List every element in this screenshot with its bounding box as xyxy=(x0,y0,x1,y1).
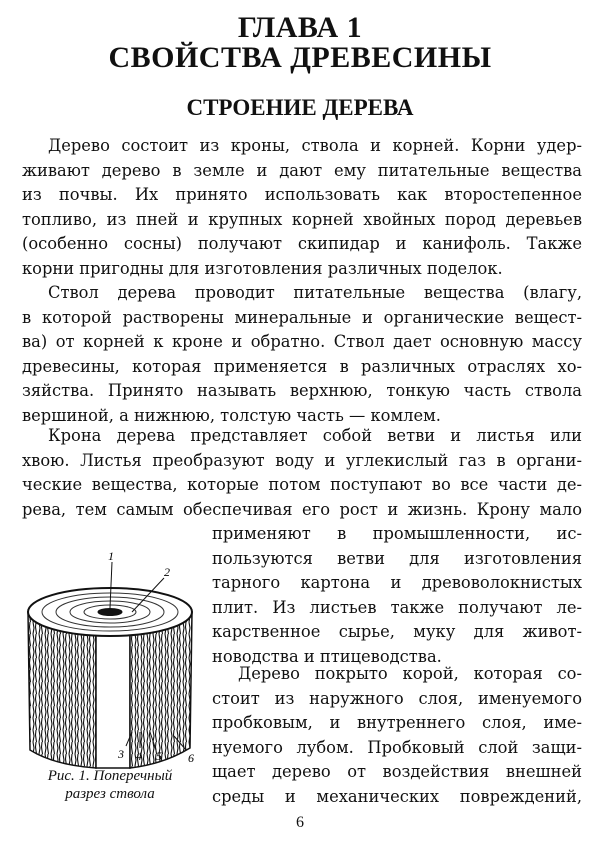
text-line: карственное сырье, муку для живот- xyxy=(212,622,582,641)
caption-line: разрез ствола xyxy=(65,786,155,802)
paragraph-3 xyxy=(22,424,582,522)
text-line: из почвы. Их принято использовать как второстепенное xyxy=(22,185,582,204)
figure-label-4: 4 xyxy=(136,749,142,763)
text-line: стоит из наружного слоя, именуемого xyxy=(212,688,582,708)
text-line: ва) от корней к кроне и обратно. Ствол дает основную массу xyxy=(22,332,582,351)
text-line: зяйства. Принято называть верхнюю, тонкую часть ствола xyxy=(22,381,582,400)
text-line: пробковым, и внутреннего слоя, име- xyxy=(212,713,582,732)
text-line: тарного картона и древоволокнистых xyxy=(212,573,582,592)
text-line: Дерево покрыто корой, которая со- xyxy=(238,664,582,683)
text-line: Ствол дерева проводит питательные вещества (влагу, xyxy=(48,283,582,302)
text-line: корни пригодны для изготовления различных поделок. xyxy=(22,258,503,278)
page-number: 6 xyxy=(296,814,304,831)
text-line: живают дерево в земле и дают ему питательные вещества xyxy=(22,160,582,180)
text-line: среды и механических повреждений, xyxy=(212,786,582,806)
trunk-cross-section-figure xyxy=(14,535,210,805)
chapter-heading-line2: СВОЙСТВА ДРЕВЕСИНЫ xyxy=(108,41,492,74)
figure-label-2: 2 xyxy=(164,565,170,579)
text-line: древесины, которая применяется в различных отраслях хо- xyxy=(22,356,582,376)
text-line: пользуются ветви для изготовления xyxy=(212,548,582,568)
figure-caption xyxy=(20,767,200,803)
figure-label-1: 1 xyxy=(108,549,114,563)
text-line: рева, тем самым обеспечивая его рост и жизнь. Крону мало xyxy=(22,499,582,519)
figure-label-6: 6 xyxy=(188,751,194,765)
text-line: топливо, из пней и крупных корней хвойных пород деревьев xyxy=(22,209,582,229)
figure-label-5: 5 xyxy=(156,749,162,763)
figure-label-3: 3 xyxy=(118,747,124,761)
text-line: плит. Из листьев также получают ле- xyxy=(212,597,582,617)
chapter-heading-line1: ГЛАВА 1 xyxy=(237,11,363,44)
text-line: в которой растворены минеральные и органические вещест- xyxy=(22,307,582,327)
text-line: ческие вещества, которые потом поступают во все части де- xyxy=(22,475,582,494)
text-line: (особенно сосны) получают скипидар и канифоль. Также xyxy=(22,234,582,253)
paragraph-2 xyxy=(22,281,582,428)
text-line: Крона дерева представляет собой ветви и листья или xyxy=(48,426,582,445)
text-line: нуемого лубом. Пробковый слой защи- xyxy=(212,737,582,757)
paragraph-1 xyxy=(22,134,582,281)
text-line: хвою. Листья преобразуют воду и углекислый газ в органи- xyxy=(22,450,582,470)
paragraph-3-continued xyxy=(212,522,582,669)
trunk-cut-face xyxy=(96,620,130,768)
trunk-core xyxy=(98,609,122,616)
text-line: новодства и птицеводства. xyxy=(212,646,442,666)
paragraph-4 xyxy=(212,662,582,809)
section-title: СТРОЕНИЕ ДЕРЕВА xyxy=(186,95,414,120)
text-line: щает дерево от воздействия внешней xyxy=(212,762,582,781)
text-line: Дерево состоит из кроны, ствола и корней. Корни удер- xyxy=(48,136,582,155)
text-line: применяют в промышленности, ис- xyxy=(212,524,582,543)
text-line: вершиной, а нижнюю, толстую часть — комлем. xyxy=(22,405,441,425)
caption-line: Рис. 1. Поперечный xyxy=(47,768,173,784)
